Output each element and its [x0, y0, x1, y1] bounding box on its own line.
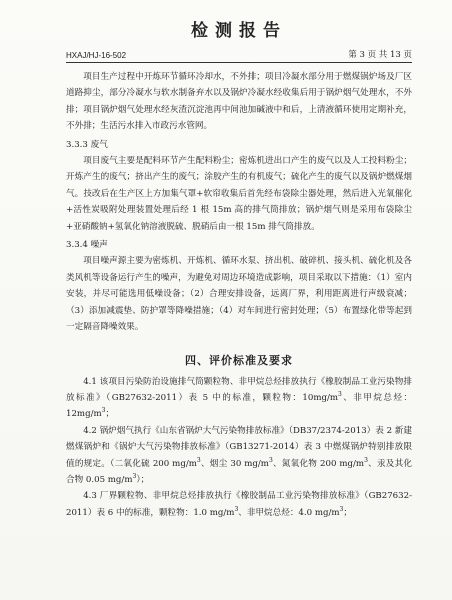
doc-code: HXAJ/HJ-16-502: [66, 51, 127, 60]
p41-tail-sup: 3: [101, 407, 106, 415]
p41-tail: 、非甲烷总烃：12mg/m: [66, 392, 412, 420]
p42-d: 、汞及其化合物 0.05 mg/m: [66, 458, 413, 485]
heading-3-3-3: 3.3.3 废气: [66, 139, 108, 150]
section-heading-4: 四、评价标准及要求: [185, 353, 293, 367]
paragraph-noise: 项目噪声源主要为密炼机、开炼机、循环水泵、挤出机、破碎机、接头机、硫化机及各类风机等设备运行产生的噪声，为避免对周边环境造成影响，项目采取以下措施：（1）室内安装，并尽可能选用低噪设备；（2）合理安排设备，远离厂界，利用距离进行声级衰减；（3）添加减震垫、防护罩等降噪措施；（4）对车间进行密封处理；（5）布置绿化带等起到一定隔音降噪效果。: [66, 256, 412, 333]
p42-c-sup: 3: [364, 456, 368, 464]
p42-b: 、烟尘 30 mg/m: [200, 458, 269, 469]
p42-b-sup: 3: [268, 456, 273, 464]
p43-sup: 3: [234, 505, 239, 513]
report-title: 检测报告: [191, 21, 287, 41]
p41-sup: 3: [338, 391, 342, 399]
p42-text: 4.2 锅炉烟气执行《山东省锅炉大气污染物排放标准》（DB37/2374-2013）表 2 新建燃煤锅炉和《锅炉大气污染物排放标准》（GB13271-2014）表 3 中燃煤锅炉特别排放限值的规定。（二氧化硫 200 mg/m: [66, 425, 412, 469]
p42-d-sup: 3: [132, 473, 137, 481]
p43-end: ；: [343, 507, 352, 518]
paragraph-4-3: [66, 488, 412, 521]
page-number: 第 3 页 共 13 页: [348, 50, 412, 60]
p41-text: 4.1 该项目污染防治设施排气筒颗粒物、非甲烷总烃排放执行《橡胶制品工业污染物排放标准》（GB27632-2011）表 5 中的标准，颗粒物：10mg/m: [66, 376, 412, 403]
p43-b-sup: 3: [339, 505, 344, 513]
p42-c: 、氮氧化物 200 mg/m: [272, 458, 365, 469]
p41-end: ；: [105, 409, 115, 420]
p42-sup: 3: [196, 456, 201, 464]
paragraph-water: 项目生产过程中开炼环节循环冷却水，不外排；项目冷凝水部分用于燃煤锅炉场及厂区道路抑尘，部分冷凝水与软水制备弃水以及锅炉冷凝水经收集后用于锅炉烟气处理水，不外排；项目锅炉烟气处理水经灰渣沉淀池再中间池加碱液中和后，上清液循环使用定期补充，不外排；生活污水排入市政污水管网。: [66, 72, 412, 132]
paragraph-exhaust: 项目废气主要是配料环节产生配料粉尘；密炼机进出口产生的废气以及人工投料粉尘；开炼产生的废气；挤出产生的废气；涂胶产生的有机废气；硫化产生的废气以及锅炉燃煤烟气。技改后在生产区上方加集气罩+软帘收集后首先经布袋除尘器处理，然后进入光氧催化+活性炭吸附处理装置处理后经 1 根 15m 高的排气筒排放；锅炉烟气则是采用布袋除尘+亚硝酸钠+氢氧化钠溶液脱硫、脱硝后由一根 15m 排气筒排放。: [66, 156, 412, 232]
p43-b: 、非甲烷总烃：4.0 mg/m: [238, 507, 340, 518]
paragraph-4-1: [66, 374, 412, 423]
p42-end: ）；: [136, 474, 150, 485]
paragraph-4-2: [66, 423, 412, 489]
heading-3-3-4: 3.3.4 噪声: [66, 240, 108, 251]
p43-text: 4.3 厂界颗粒物、非甲烷总烃排放执行《橡胶制品工业污染物排放标准》（GB27632-2011）表 6 中的标准，颗粒物：1.0 mg/m: [66, 491, 412, 518]
page-header: [66, 48, 412, 63]
